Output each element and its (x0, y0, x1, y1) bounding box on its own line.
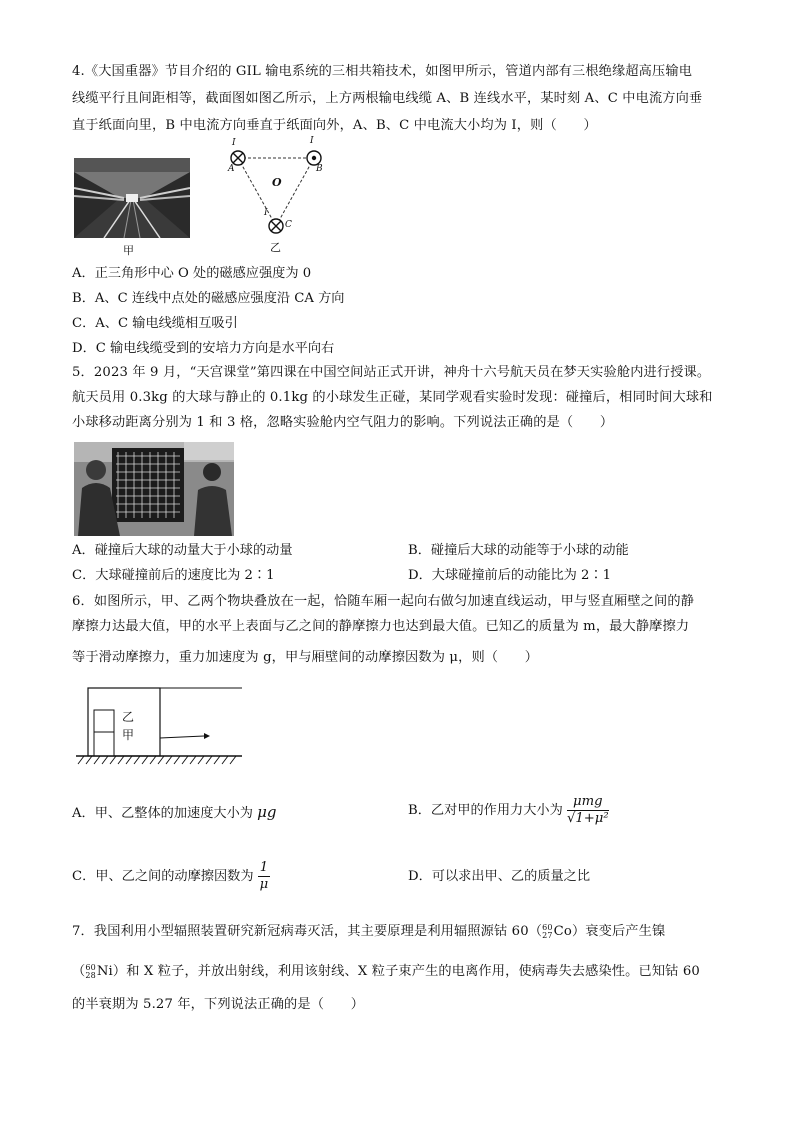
q6-option-c-denominator: μ (259, 877, 269, 892)
tiangong-classroom-photo (74, 442, 234, 536)
cobalt-mass-number: 60 (542, 922, 553, 932)
q6-option-c-fraction (258, 860, 270, 893)
point-label-a: A (228, 164, 235, 174)
nickel-mass-number: 60 (85, 962, 96, 972)
q6-option-a-text: A．甲、乙整体的加速度大小为 (72, 806, 258, 821)
q5-option-d[interactable]: D．大球碰撞前后的动能比为 2∶1 (408, 568, 611, 583)
gil-tunnel-photo (74, 158, 190, 238)
q6-stem-line-3: 等于滑动摩擦力，重力加速度为 g，甲与厢壁间的动摩擦因数为 μ，则（ ） (72, 650, 539, 665)
point-label-c: C (285, 220, 292, 230)
current-label-c: I (264, 208, 268, 218)
q6-option-b[interactable] (408, 794, 609, 827)
nickel-atomic-number: 28 (85, 970, 96, 980)
q6-option-c-numerator: 1 (259, 860, 269, 875)
q5-option-c[interactable]: C．大球碰撞前后的速度比为 2∶1 (72, 568, 275, 583)
q6-option-a-math: μg (257, 803, 277, 821)
q7-stem-line-2 (72, 962, 700, 982)
cobalt-atomic-number: 27 (542, 930, 553, 940)
block-jia-label: 甲 (122, 728, 135, 742)
q7-stem-line-3: 的半衰期为 5.27 年，下列说法正确的是（ ） (72, 997, 365, 1012)
q6-option-a[interactable] (72, 802, 277, 824)
nickel-nuclide-numbers (85, 964, 95, 980)
q5-option-b[interactable]: B．碰撞后大球的动能等于小球的动能 (408, 543, 629, 558)
cobalt-nuclide-numbers (542, 924, 552, 940)
q4-option-a[interactable]: A．正三角形中心 O 处的磁感应强度为 0 (72, 266, 312, 281)
current-label-b: I (310, 136, 314, 146)
q4-option-c[interactable]: C．A、C 输电线缆相互吸引 (72, 316, 238, 331)
q6-option-c[interactable] (72, 860, 270, 893)
q7-line2-open: （ (72, 964, 86, 979)
q4-option-b[interactable]: B．A、C 连线中点处的磁感应强度沿 CA 方向 (72, 291, 345, 306)
q4-stem-line-3: 直于纸面向里，B 中电流方向垂直于纸面向外，A、B、C 中电流大小均为 I，则（ ） (72, 118, 597, 133)
block-yi-label: 乙 (122, 710, 135, 724)
nickel-symbol: Ni (96, 964, 113, 979)
current-label-a: I (232, 138, 236, 148)
q6-option-d[interactable]: D．可以求出甲、乙的质量之比 (408, 869, 591, 884)
q6-option-b-text: B．乙对甲的作用力大小为 (408, 803, 567, 818)
point-label-b: B (316, 164, 323, 174)
fig-yi-caption: 乙 (270, 241, 281, 254)
q6-option-b-numerator: μmg (567, 794, 609, 811)
carriage-blocks-diagram (74, 684, 246, 772)
q5-stem-line-3: 小球移动距离分别为 1 和 3 格，忽略实验舱内空气阻力的影响。下列说法正确的是（ ） (72, 415, 614, 430)
q5-stem-line-2: 航天员用 0.3kg 的大球与静止的 0.1kg 的小球发生正碰，某同学观看实验时发现：碰撞后，相同时间大球和 (72, 390, 713, 405)
q6-stem-line-1: 6．如图所示，甲、乙两个物块叠放在一起，恰随车厢一起向右做匀加速直线运动，甲与竖直厢壁之间的静 (72, 594, 695, 609)
q5-option-a[interactable]: A．碰撞后大球的动量大于小球的动量 (72, 543, 293, 558)
q7-stem-line-1 (72, 922, 665, 942)
q6-option-c-text: C．甲、乙之间的动摩擦因数为 (72, 869, 258, 884)
q4-stem-line-1: 4.《大国重器》节目介绍的 GIL 输电系统的三相共箱技术，如图甲所示，管道内部有三根绝缘超高压输电 (72, 64, 693, 79)
q5-stem-line-1: 5．2023 年 9 月，“天宫课堂”第四课在中国空间站正式开讲，神舟十六号航天员在梦天实验舱内进行授课。 (72, 365, 711, 380)
q6-option-b-fraction (567, 794, 609, 827)
q6-stem-line-2: 摩擦力达最大值，甲的水平上表面与乙之间的静摩擦力也达到最大值。已知乙的质量为 m，最大静摩擦力 (72, 619, 690, 634)
fig-jia-caption: 甲 (123, 244, 134, 257)
cobalt-symbol: Co (553, 924, 572, 939)
center-label-o: O (272, 176, 282, 189)
q6-option-b-denominator: √1+μ² (566, 811, 609, 826)
q7-line1-part-a: 7．我国利用小型辐照装置研究新冠病毒灭活，其主要原理是利用辐照源钴 60（ (72, 924, 543, 939)
q7-line2-part-b: ）和 X 粒子，并放出射线，利用该射线、X 粒子束产生的电离作用，使病毒失去感染性。已知钴 60 (112, 964, 700, 979)
q4-option-d[interactable]: D．C 输电线缆受到的安培力方向是水平向右 (72, 341, 335, 356)
q4-stem-line-2: 线缆平行且间距相等，截面图如图乙所示，上方两根输电线缆 A、B 连线水平，某时刻 A、C 中电流方向垂 (72, 91, 703, 106)
q7-line1-part-b: ）衰变后产生镍 (571, 924, 666, 939)
